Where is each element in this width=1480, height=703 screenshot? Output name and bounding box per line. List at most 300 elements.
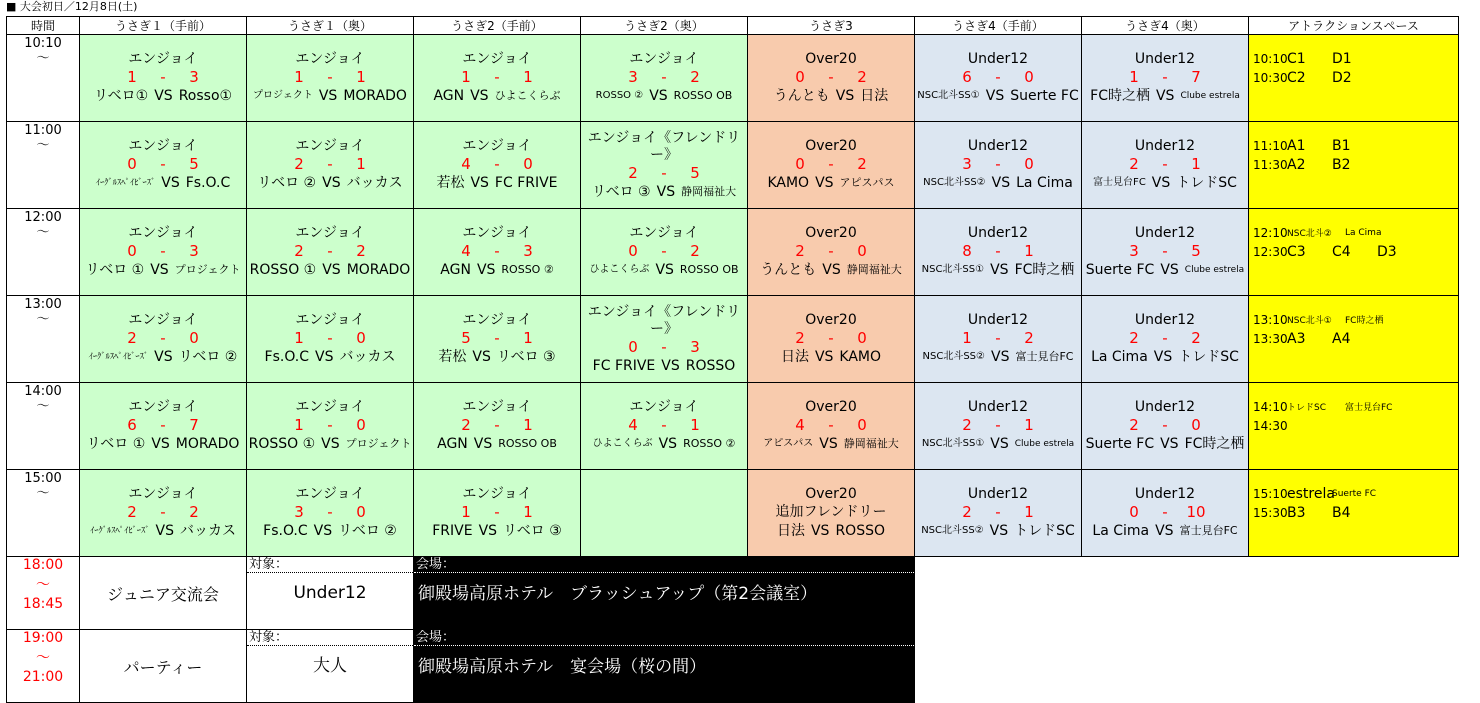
score-dash: - [828, 329, 834, 347]
score-away: 5 [189, 155, 199, 173]
score-dash: - [160, 242, 166, 260]
score-dash: - [1162, 416, 1168, 434]
match-category: Under12 [1134, 225, 1196, 241]
attraction-row [1253, 242, 1458, 261]
header-usagi2-back: うさぎ2（奥） [581, 17, 748, 35]
team-home: リベロ ② [257, 175, 317, 191]
match-score [80, 155, 246, 173]
vs-label: VS [161, 175, 180, 191]
match-category: エンジョイ [295, 51, 365, 67]
team-away: トレドSC [1014, 523, 1075, 539]
score-away: 1 [1024, 416, 1034, 434]
attraction-slot: トレドSC [1287, 403, 1326, 413]
match-score [748, 329, 914, 347]
attraction-slot: C2 [1287, 69, 1306, 86]
match-score [915, 503, 1081, 521]
vs-label: VS [1160, 262, 1179, 278]
attraction-cell [1249, 383, 1459, 470]
score-away: 3 [523, 242, 533, 260]
match-usagi2-back [581, 470, 748, 557]
score-away: 0 [857, 329, 867, 347]
slot-row [7, 296, 1459, 383]
vs-label: VS [985, 88, 1005, 104]
match-category: エンジョイ [295, 138, 365, 154]
team-home: うんとも [760, 262, 817, 278]
score-away: 0 [189, 329, 199, 347]
tilde: ～ [36, 312, 50, 327]
team-home: ROSSO ② [595, 90, 644, 101]
team-away: 富士見台FC [1179, 524, 1238, 537]
score-dash: - [661, 242, 667, 260]
team-home: NSC北斗SS② [923, 177, 986, 188]
match-teams [414, 521, 580, 541]
attraction-slot: A2 [1287, 156, 1306, 173]
time-cell [7, 296, 80, 383]
match-score [748, 68, 914, 86]
score-dash: - [828, 68, 834, 86]
team-away: Clube estrela [1184, 265, 1245, 275]
team-home: Fs.O.C [264, 349, 309, 365]
attraction-slot: NSC北斗② [1287, 229, 1332, 239]
score-away: 1 [690, 416, 700, 434]
attraction-slot: D3 [1377, 243, 1397, 260]
score-dash: - [661, 68, 667, 86]
slot-row [7, 35, 1459, 122]
score-dash: - [494, 242, 500, 260]
header-time: 時間 [7, 17, 80, 35]
match-usagi1-back [247, 296, 414, 383]
score-home: 0 [795, 155, 805, 173]
header-usagi3: うさぎ3 [748, 17, 915, 35]
match-teams [80, 86, 246, 106]
vs-label: VS [315, 349, 334, 365]
score-away: 0 [857, 416, 867, 434]
header-usagi4-front: うさぎ4（手前） [915, 17, 1082, 35]
team-away: Rosso① [178, 88, 233, 104]
event-start: 19:00 [22, 630, 64, 646]
score-dash: - [661, 163, 667, 182]
match-category: エンジョイ [128, 138, 198, 154]
score-home: 1 [294, 416, 304, 434]
team-away: リベロ ② [338, 523, 397, 539]
header-row [7, 17, 1459, 35]
team-home: FC時之栖 [1090, 88, 1150, 104]
match-score [748, 155, 914, 173]
event-row [7, 557, 1459, 630]
match-category: エンジョイ [462, 225, 532, 241]
score-dash: - [1162, 329, 1168, 347]
match-teams [581, 86, 747, 106]
match-score [247, 68, 413, 86]
match-category: Under12 [1134, 312, 1196, 328]
match-usagi3 [748, 470, 915, 557]
match-category: エンジョイ [295, 312, 365, 328]
vs-label: VS [473, 436, 493, 452]
match-teams [748, 434, 914, 454]
score-home: 2 [127, 503, 137, 521]
attraction-time: 14:10 [1253, 399, 1288, 414]
vs-label: VS [1151, 175, 1171, 191]
slot-time: 14:00 [24, 384, 62, 399]
score-home: 4 [628, 416, 638, 434]
team-home: Suerte FC [1085, 262, 1155, 278]
team-home: アピスパス [763, 438, 814, 449]
match-usagi3 [748, 35, 915, 122]
match-teams [1082, 260, 1248, 280]
score-dash: - [494, 329, 500, 347]
match-score [80, 503, 246, 521]
match-category: Under12 [967, 225, 1029, 241]
match-teams [915, 347, 1081, 367]
attraction-time: 10:10 [1253, 51, 1288, 66]
score-away: 1 [523, 503, 533, 521]
score-away: 3 [189, 68, 199, 86]
match-usagi2-front [414, 209, 581, 296]
event-venue [414, 557, 915, 630]
time-cell [7, 209, 80, 296]
score-dash: - [661, 416, 667, 434]
vs-label: VS [819, 436, 838, 452]
score-away: 2 [857, 155, 867, 173]
score-home: 2 [1129, 416, 1139, 434]
score-dash: - [995, 242, 1001, 260]
score-away: 5 [690, 163, 700, 182]
score-away: 1 [356, 68, 366, 86]
match-score [414, 503, 580, 521]
time-cell [7, 35, 80, 122]
team-home: FRIVE [432, 523, 473, 539]
score-away: 1 [356, 155, 366, 173]
match-category: エンジョイ [295, 225, 365, 241]
slot-time: 15:00 [24, 471, 62, 486]
vs-label: VS [814, 349, 834, 365]
vs-label: VS [989, 523, 1009, 539]
match-teams [414, 347, 580, 367]
match-usagi1-back [247, 209, 414, 296]
slot-time: 11:00 [24, 123, 62, 138]
match-category: エンジョイ [462, 138, 532, 154]
attraction-time: 13:30 [1253, 331, 1288, 346]
team-home: 若松 [438, 349, 467, 365]
match-usagi2-back [581, 209, 748, 296]
score-away: 2 [690, 242, 700, 260]
match-category: エンジョイ [128, 51, 198, 67]
score-home: 2 [962, 416, 972, 434]
match-teams [247, 434, 413, 454]
match-usagi4-front [915, 209, 1082, 296]
target-label: 対象： [247, 557, 413, 573]
attraction-row [1253, 136, 1458, 155]
team-away: ROSSO OB [679, 263, 739, 276]
team-home: 日法 [776, 523, 805, 539]
team-away: 静岡福祉大 [681, 184, 737, 198]
score-home: 6 [962, 68, 972, 86]
score-dash: - [327, 242, 333, 260]
score-away: 2 [356, 242, 366, 260]
team-home: AGN [440, 262, 471, 278]
vs-label: VS [1155, 523, 1174, 539]
attraction-slot: B1 [1332, 137, 1351, 154]
match-score [1082, 503, 1248, 521]
score-home: 2 [795, 329, 805, 347]
score-dash: - [828, 155, 834, 173]
score-away: 2 [857, 68, 867, 86]
match-usagi4-front [915, 35, 1082, 122]
match-teams [414, 173, 580, 193]
match-teams [414, 86, 580, 106]
match-score [1082, 329, 1248, 347]
match-teams [247, 173, 413, 193]
score-dash: - [160, 329, 166, 347]
tilde: ～ [36, 486, 50, 501]
match-score [1082, 68, 1248, 86]
vs-label: VS [318, 88, 338, 104]
score-home: 0 [628, 242, 638, 260]
score-home: 6 [127, 416, 137, 434]
match-category: Over20 [805, 486, 857, 502]
team-home: 若松 [436, 175, 465, 191]
match-usagi3 [748, 209, 915, 296]
attraction-slot: 富士見台FC [1345, 403, 1393, 413]
team-away: MORADO [343, 88, 407, 104]
team-home: リベロ① [93, 88, 149, 104]
match-usagi1-back [247, 35, 414, 122]
match-category: Under12 [1134, 138, 1196, 154]
score-dash: - [327, 329, 333, 347]
slot-time: 12:00 [24, 210, 62, 225]
score-away: 0 [1191, 416, 1201, 434]
score-home: 1 [294, 68, 304, 86]
score-dash: - [828, 416, 834, 434]
vs-label: VS [322, 175, 341, 191]
score-home: 3 [1129, 242, 1139, 260]
score-away: 10 [1186, 503, 1206, 521]
match-teams [748, 347, 914, 367]
vs-label: VS [478, 523, 498, 539]
attraction-slot: C3 [1287, 243, 1306, 260]
score-away: 3 [189, 242, 199, 260]
match-teams [80, 434, 246, 454]
attraction-slot: D1 [1332, 50, 1352, 67]
time-cell [7, 470, 80, 557]
attraction-slot: C1 [1287, 50, 1306, 67]
score-home: 0 [628, 337, 638, 356]
event-end: 21:00 [22, 669, 64, 685]
event-end: 18:45 [22, 596, 64, 612]
target-label: 対象： [247, 630, 413, 646]
match-score [581, 416, 747, 434]
team-away: リベロ ③ [496, 349, 556, 365]
score-home: 2 [294, 155, 304, 173]
match-teams [581, 434, 747, 454]
team-away: Suerte FC [1010, 88, 1079, 104]
team-away: プロジェクト [345, 437, 412, 450]
team-away: ROSSO OB [498, 437, 557, 450]
match-teams [748, 86, 914, 106]
event-time-cell [7, 557, 80, 630]
match-usagi4-front [915, 470, 1082, 557]
attraction-time: 12:30 [1253, 244, 1288, 259]
match-teams [80, 347, 246, 367]
match-score [247, 329, 413, 347]
team-home: リベロ ③ [591, 183, 651, 200]
score-dash: - [327, 68, 333, 86]
match-category: エンジョイ [128, 399, 198, 415]
match-score [247, 242, 413, 260]
vs-label: VS [1153, 349, 1173, 365]
team-away: バッカス [339, 349, 396, 365]
team-away: ひよこくらぶ [494, 89, 561, 102]
team-away: リベロ ③ [503, 523, 562, 539]
vs-label: VS [155, 523, 174, 539]
score-away: 0 [356, 329, 366, 347]
match-usagi1-front [80, 383, 247, 470]
match-teams [247, 521, 413, 541]
tilde: ～ [36, 225, 50, 240]
score-home: 2 [962, 503, 972, 521]
match-teams [581, 356, 747, 376]
vs-label: VS [154, 88, 173, 104]
team-away: FC時之栖 [1014, 262, 1075, 278]
match-score [1082, 155, 1248, 173]
match-category: エンジョイ [629, 51, 699, 67]
match-usagi1-front [80, 122, 247, 209]
score-away: 1 [523, 68, 533, 86]
match-category: エンジョイ [295, 486, 365, 502]
score-away: 0 [857, 242, 867, 260]
score-home: 2 [294, 242, 304, 260]
team-away: アピスパス [839, 176, 895, 189]
slot-row [7, 470, 1459, 557]
team-home: プロジェクト [253, 90, 313, 101]
score-away: 7 [1191, 68, 1201, 86]
match-category: Over20 [805, 138, 857, 154]
tilde: ～ [36, 577, 50, 593]
vs-label: VS [656, 183, 676, 200]
match-category: Under12 [967, 51, 1029, 67]
match-teams [1082, 521, 1248, 541]
score-away: 0 [356, 416, 366, 434]
vs-label: VS [470, 88, 489, 104]
score-away: 1 [1191, 155, 1201, 173]
attraction-slot: FC時之栖 [1345, 316, 1384, 326]
match-usagi2-back [581, 122, 748, 209]
team-away: トレドSC [1176, 175, 1237, 191]
match-category: Over20 [805, 51, 857, 67]
match-usagi2-front [414, 35, 581, 122]
score-home: 0 [127, 155, 137, 173]
match-usagi3 [748, 296, 915, 383]
match-usagi2-back [581, 296, 748, 383]
venue-label: 会場： [414, 557, 914, 573]
empty-area [915, 557, 1459, 630]
score-home: 2 [1129, 329, 1139, 347]
score-dash: - [995, 416, 1001, 434]
event-row [7, 630, 1459, 703]
score-dash: - [1162, 503, 1168, 521]
score-dash: - [1162, 242, 1168, 260]
score-home: 2 [1129, 155, 1139, 173]
match-teams [581, 182, 747, 202]
match-score [748, 242, 914, 260]
score-away: 2 [690, 68, 700, 86]
score-home: 8 [962, 242, 972, 260]
match-score [414, 329, 580, 347]
match-category: Under12 [967, 486, 1029, 502]
match-category: Under12 [1134, 486, 1196, 502]
team-away: 日法 [860, 88, 889, 104]
attraction-time: 13:10 [1253, 312, 1288, 327]
vs-label: VS [991, 349, 1010, 365]
vs-label: VS [476, 262, 496, 278]
attraction-row [1253, 310, 1458, 329]
match-score [247, 416, 413, 434]
match-score [1082, 242, 1248, 260]
team-home: AGN [437, 436, 468, 452]
attraction-time: 14:30 [1253, 418, 1288, 433]
team-home: NSC北斗SS① [921, 438, 985, 449]
match-teams [1082, 347, 1248, 367]
match-category: エンジョイ《フレンドリー》 [587, 129, 741, 163]
match-usagi4-front [915, 296, 1082, 383]
match-teams [80, 521, 246, 541]
slot-row [7, 209, 1459, 296]
score-home: 1 [962, 329, 972, 347]
team-away: KAMO [839, 349, 882, 365]
score-away: 5 [1191, 242, 1201, 260]
match-score [414, 242, 580, 260]
event-name: ジュニア交流会 [80, 557, 247, 630]
match-teams [915, 434, 1081, 454]
score-home: 1 [1129, 68, 1139, 86]
tilde: ～ [36, 650, 50, 666]
team-home: リベロ ① [85, 262, 145, 278]
match-score [414, 68, 580, 86]
match-category: Under12 [967, 399, 1029, 415]
score-away: 2 [189, 503, 199, 521]
score-dash: - [995, 68, 1001, 86]
team-home: ROSSO ① [249, 262, 317, 278]
team-away: ROSSO [835, 523, 885, 539]
match-category: Under12 [1134, 51, 1196, 67]
match-usagi4-back [1082, 470, 1249, 557]
attraction-time: 15:30 [1253, 505, 1288, 520]
team-away: FC時之栖 [1184, 436, 1245, 452]
team-away: MORADO [346, 262, 411, 278]
attraction-row [1253, 223, 1458, 242]
score-away: 1 [1024, 503, 1034, 521]
attraction-row [1253, 484, 1458, 503]
score-dash: - [327, 503, 333, 521]
team-away: FC FRIVE [494, 175, 558, 191]
match-usagi2-back [581, 383, 748, 470]
score-home: 0 [1129, 503, 1139, 521]
vs-label: VS [150, 262, 169, 278]
team-home: Fs.O.C [263, 523, 308, 539]
header-usagi4-back: うさぎ4（奥） [1082, 17, 1249, 35]
match-teams [80, 260, 246, 280]
match-score [80, 329, 246, 347]
match-score [581, 68, 747, 86]
team-home: NSC北斗SS① [921, 264, 985, 275]
header-usagi2-front: うさぎ2（手前） [414, 17, 581, 35]
score-away: 3 [690, 337, 700, 356]
match-usagi4-back [1082, 122, 1249, 209]
match-teams [80, 173, 246, 193]
score-home: 4 [795, 416, 805, 434]
target-value: Under12 [293, 583, 367, 603]
score-dash: - [160, 416, 166, 434]
